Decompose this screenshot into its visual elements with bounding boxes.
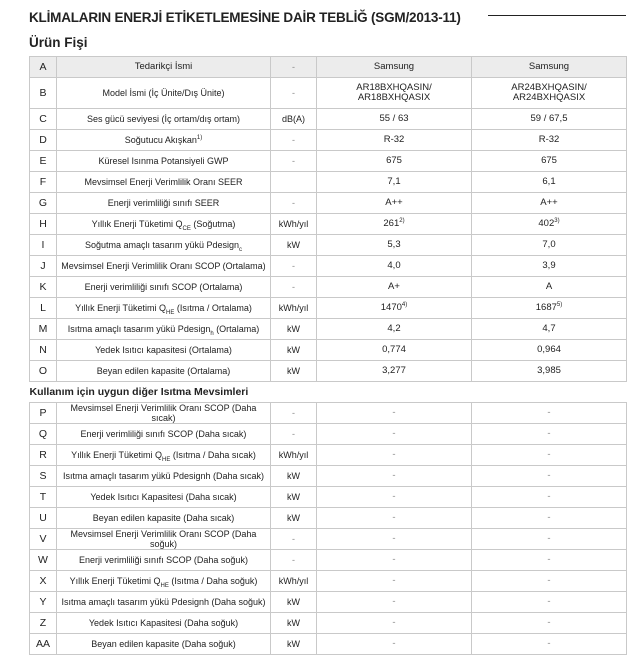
value-text: 55 / 63 <box>379 113 409 124</box>
value-text: - <box>547 449 551 460</box>
row-label-suffix: (Soğutma) <box>190 219 236 229</box>
row-unit: - <box>271 424 317 445</box>
value-text: 675 <box>541 155 557 166</box>
model-line-1: AR24BXHQASIN/ <box>511 82 587 93</box>
value-text: - <box>392 491 396 502</box>
row-label <box>57 403 271 424</box>
row-label-text: Soğutma amaçlı tasarım yükü Pdesign <box>84 240 240 250</box>
value-text: - <box>547 638 551 649</box>
footnote-marker: 2) <box>399 217 405 224</box>
footnote-marker: 1) <box>196 135 203 141</box>
row-unit: kW <box>271 340 317 361</box>
row-value-1 <box>317 613 472 634</box>
value-text: - <box>392 617 396 628</box>
row-label <box>57 613 271 634</box>
row-label-text: Enerji verimliliği sınıfı SCOP (Daha soğuk) <box>79 555 248 565</box>
row-label-text: Yıllık Enerji Tüketimi Q <box>75 303 166 313</box>
table-row <box>30 550 627 571</box>
row-value-2 <box>472 445 627 466</box>
row-letter: R <box>30 445 57 466</box>
row-value-1 <box>317 529 472 550</box>
row-value-1 <box>317 508 472 529</box>
footnote-marker: 5) <box>556 301 563 308</box>
value-text: 4,0 <box>387 260 401 271</box>
row-value-2 <box>472 277 627 298</box>
table-row <box>30 235 627 256</box>
row-unit: - <box>271 403 317 424</box>
row-label-text: Yıllık Enerji Tüketimi Q <box>91 219 183 229</box>
row-letter: A <box>30 57 57 78</box>
row-value-2 <box>472 172 627 193</box>
value-text: 3,985 <box>537 365 561 376</box>
row-label-text: Yedek Isıtıcı Kapasitesi (Daha soğuk) <box>88 618 239 628</box>
row-value-2 <box>472 634 627 655</box>
row-value-2 <box>472 403 627 424</box>
value-text: 3,9 <box>542 260 556 271</box>
row-letter: N <box>30 340 57 361</box>
row-value-1 <box>317 445 472 466</box>
row-letter: C <box>30 109 57 130</box>
row-unit <box>271 172 317 193</box>
row-unit: dB(A) <box>271 109 317 130</box>
row-unit: - <box>271 57 317 78</box>
value-text: 0,964 <box>537 344 561 355</box>
table-row <box>30 361 627 382</box>
value-text: - <box>392 533 396 544</box>
row-label <box>57 592 271 613</box>
row-unit: kW <box>271 466 317 487</box>
row-value-2 <box>472 487 627 508</box>
table-row <box>30 508 627 529</box>
row-label-text: Beyan edilen kapasite (Daha soğuk) <box>91 639 236 649</box>
row-unit: kW <box>271 592 317 613</box>
value-text: 7,1 <box>387 176 401 187</box>
row-label-text: Enerji verimliliği sınıfı SCOP (Daha sıcak) <box>80 429 247 439</box>
row-unit: kW <box>271 634 317 655</box>
row-value-1 <box>317 130 472 151</box>
table-row <box>30 277 627 298</box>
row-label <box>57 172 271 193</box>
row-unit: kW <box>271 613 317 634</box>
table-row <box>30 256 627 277</box>
table-row <box>30 193 627 214</box>
row-unit: - <box>271 256 317 277</box>
row-label-text: Isıtma amaçlı tasarım yükü Pdesignh (Daha soğuk) <box>61 597 266 607</box>
row-letter: H <box>30 214 57 235</box>
table-row <box>30 445 627 466</box>
row-value-1 <box>317 277 472 298</box>
row-letter: Z <box>30 613 57 634</box>
row-value-1: Samsung <box>317 57 472 78</box>
row-value-2 <box>472 214 627 235</box>
row-value-2 <box>472 298 627 319</box>
row-unit: - <box>271 130 317 151</box>
row-label-suffix: (Isıtma / Ortalama) <box>174 303 252 313</box>
value-text: 4,2 <box>387 323 401 334</box>
value-text: 1470 <box>380 302 402 313</box>
row-label-text: Yıllık Enerji Tüketimi Q <box>71 450 162 460</box>
value-text: 402 <box>538 218 555 229</box>
table-row <box>30 298 627 319</box>
row-label <box>57 550 271 571</box>
value-text: - <box>547 407 551 418</box>
row-letter: V <box>30 529 57 550</box>
row-letter: S <box>30 466 57 487</box>
row-value-1 <box>317 403 472 424</box>
row-value-1 <box>317 634 472 655</box>
row-label <box>57 487 271 508</box>
row-letter: Q <box>30 424 57 445</box>
table-row <box>30 109 627 130</box>
section-title: Kullanım için uygun diğer Isıtma Mevsimleri <box>30 382 627 403</box>
row-label-text: Enerji verimliliği sınıfı SCOP (Ortalama) <box>84 282 243 292</box>
row-letter: AA <box>30 634 57 655</box>
value-text: 675 <box>386 155 402 166</box>
row-value-2 <box>472 592 627 613</box>
value-text: - <box>547 470 551 481</box>
row-label <box>57 214 271 235</box>
row-label-text: Mevsimsel Enerji Verimlilik Oranı SEER <box>84 177 243 187</box>
value-text: - <box>392 470 396 481</box>
model-line-2: AR24BXHQASIX <box>512 92 586 103</box>
row-label-text: Mevsimsel Enerji Verimlilik Oranı SCOP (Daha soğuk) <box>70 529 257 549</box>
row-label-text: Yıllık Enerji Tüketimi Q <box>69 576 161 586</box>
row-letter: W <box>30 550 57 571</box>
row-value-1 <box>317 361 472 382</box>
table-row <box>30 634 627 655</box>
row-value-2 <box>472 613 627 634</box>
row-value-2 <box>472 256 627 277</box>
row-letter: M <box>30 319 57 340</box>
row-value-2 <box>472 571 627 592</box>
row-value-1 <box>317 340 472 361</box>
row-letter: T <box>30 487 57 508</box>
row-value-1 <box>317 193 472 214</box>
row-value-1 <box>317 298 472 319</box>
row-unit: - <box>271 277 317 298</box>
row-value-1 <box>317 592 472 613</box>
row-label-suffix: (Isıtma / Daha sıcak) <box>170 450 256 460</box>
row-label <box>57 298 271 319</box>
row-value-1 <box>317 172 472 193</box>
page-title: KLİMALARIN ENERJİ ETİKETLEMESİNE DAİR TEBLİĞ (SGM/2013-11) <box>29 10 461 25</box>
page-subtitle: Ürün Fişi <box>29 35 88 50</box>
value-text: 1687 <box>535 302 557 313</box>
table-row <box>30 613 627 634</box>
value-text: 3,277 <box>382 365 406 376</box>
value-text: - <box>547 554 551 565</box>
value-text: - <box>547 596 551 607</box>
value-text: - <box>392 512 396 523</box>
row-value-2 <box>472 508 627 529</box>
row-value-1 <box>317 78 472 109</box>
table-row <box>30 487 627 508</box>
row-value-2 <box>472 78 627 109</box>
row-unit: kWh/yıl <box>271 214 317 235</box>
row-letter: L <box>30 298 57 319</box>
subscript: HE <box>160 582 169 589</box>
row-label-suffix: (Ortalama) <box>213 324 260 334</box>
row-label <box>57 319 271 340</box>
row-value-1 <box>317 571 472 592</box>
row-value-1 <box>317 256 472 277</box>
value-text: - <box>392 428 396 439</box>
row-value-1 <box>317 424 472 445</box>
table-row-model <box>30 78 627 109</box>
row-unit: - <box>271 193 317 214</box>
row-value-2 <box>472 340 627 361</box>
row-value-2 <box>472 529 627 550</box>
row-label <box>57 193 271 214</box>
row-label <box>57 151 271 172</box>
row-unit: kWh/yıl <box>271 445 317 466</box>
table-row <box>30 340 627 361</box>
row-unit: kW <box>271 508 317 529</box>
value-text: - <box>547 428 551 439</box>
subscript: HE <box>166 309 175 316</box>
row-label <box>57 361 271 382</box>
row-label-text: Beyan edilen kapasite (Daha sıcak) <box>92 513 235 523</box>
row-value-2 <box>472 466 627 487</box>
value-text: A <box>545 281 553 292</box>
row-value-2 <box>472 361 627 382</box>
model-line-1: AR18BXHQASIN/ <box>356 82 432 93</box>
row-unit: kWh/yıl <box>271 571 317 592</box>
row-label-text: Ses gücü seviyesi (İç ortam/dış ortam) <box>86 114 241 124</box>
value-text: - <box>547 533 551 544</box>
row-letter: G <box>30 193 57 214</box>
row-value-2 <box>472 193 627 214</box>
table-row <box>30 151 627 172</box>
row-letter: P <box>30 403 57 424</box>
row-unit: - <box>271 78 317 109</box>
title-rule <box>488 15 626 16</box>
row-unit: - <box>271 151 317 172</box>
row-value-1 <box>317 319 472 340</box>
row-letter: I <box>30 235 57 256</box>
row-label <box>57 424 271 445</box>
row-label <box>57 466 271 487</box>
subscript: HE <box>161 456 171 463</box>
value-text: 6,1 <box>542 176 556 187</box>
row-label <box>57 130 271 151</box>
row-letter: Y <box>30 592 57 613</box>
row-value-2 <box>472 235 627 256</box>
table-row <box>30 571 627 592</box>
subscript: CE <box>182 225 191 232</box>
section-row <box>30 382 627 403</box>
row-letter: D <box>30 130 57 151</box>
subscript: h <box>210 330 214 337</box>
row-label-text: Isıtma amaçlı tasarım yükü Pdesignh (Daha sıcak) <box>62 471 265 481</box>
row-value-2 <box>472 109 627 130</box>
value-text: R-32 <box>383 134 405 145</box>
subscript: c <box>239 246 243 253</box>
row-value-2 <box>472 319 627 340</box>
row-label-text: Mevsimsel Enerji Verimlilik Oranı SCOP (Daha sıcak) <box>70 403 257 423</box>
row-label <box>57 529 271 550</box>
row-value-2: Samsung <box>472 57 627 78</box>
table-row <box>30 592 627 613</box>
row-label-text: Yedek Isıtıcı Kapasitesi (Daha sıcak) <box>90 492 237 502</box>
row-unit: kW <box>271 487 317 508</box>
row-label-text: Mevsimsel Enerji Verimlilik Oranı SCOP (Ortalama) <box>61 261 266 271</box>
row-value-1 <box>317 214 472 235</box>
value-text: 261 <box>383 218 400 229</box>
value-text: A++ <box>540 197 558 208</box>
row-label <box>57 571 271 592</box>
value-text: - <box>547 512 551 523</box>
value-text: 4,7 <box>542 323 556 334</box>
row-label <box>57 277 271 298</box>
value-text: - <box>392 407 396 418</box>
row-value-1 <box>317 550 472 571</box>
row-label-text: Enerji verimliliği sınıfı SEER <box>107 198 220 208</box>
model-line-2: AR18BXHQASIX <box>357 92 431 103</box>
row-unit: kW <box>271 235 317 256</box>
row-unit: kW <box>271 319 317 340</box>
row-letter: F <box>30 172 57 193</box>
row-label-text: Küresel Isınma Potansiyeli GWP <box>98 156 229 166</box>
footnote-marker: 3) <box>554 217 560 224</box>
row-label-text: Yedek Isıtıcı kapasitesi (Ortalama) <box>95 345 232 355</box>
row-label <box>57 634 271 655</box>
row-letter: E <box>30 151 57 172</box>
row-label <box>57 340 271 361</box>
table-row <box>30 466 627 487</box>
row-label <box>57 109 271 130</box>
table-row <box>30 319 627 340</box>
value-text: - <box>392 449 396 460</box>
value-text: - <box>547 491 551 502</box>
row-label-suffix: (Isıtma / Daha soğuk) <box>168 576 258 586</box>
row-unit: - <box>271 529 317 550</box>
product-fiche-table <box>29 56 627 655</box>
value-text: A++ <box>385 197 403 208</box>
value-text: 0,774 <box>382 344 406 355</box>
row-label-text: Soğutucu Akışkan <box>124 135 197 145</box>
row-label-text: Isıtma amaçlı tasarım yükü Pdesign <box>67 324 211 334</box>
table-row <box>30 214 627 235</box>
row-label <box>57 256 271 277</box>
value-text: - <box>547 617 551 628</box>
row-value-1 <box>317 466 472 487</box>
row-unit: kW <box>271 361 317 382</box>
value-text: - <box>392 554 396 565</box>
table-header-row <box>30 57 627 78</box>
row-value-2 <box>472 151 627 172</box>
row-label <box>57 445 271 466</box>
row-label <box>57 235 271 256</box>
row-value-1 <box>317 151 472 172</box>
row-label: Tedarikçi İsmi <box>57 57 271 78</box>
row-letter: K <box>30 277 57 298</box>
row-letter: J <box>30 256 57 277</box>
value-text: - <box>392 575 396 586</box>
row-letter: X <box>30 571 57 592</box>
row-letter: B <box>30 78 57 109</box>
row-letter: U <box>30 508 57 529</box>
row-value-2 <box>472 424 627 445</box>
value-text: 5,3 <box>387 239 401 250</box>
row-unit: kWh/yıl <box>271 298 317 319</box>
table-row <box>30 529 627 550</box>
value-text: 7,0 <box>542 239 556 250</box>
product-fiche-body <box>30 57 627 655</box>
row-label-text: Beyan edilen kapasite (Ortalama) <box>96 366 231 376</box>
row-label: Model İsmi (İç Ünite/Dış Ünite) <box>57 78 271 109</box>
footnote-marker: 4) <box>401 301 408 308</box>
row-value-2 <box>472 550 627 571</box>
row-value-1 <box>317 235 472 256</box>
value-text: R-32 <box>538 134 560 145</box>
value-text: - <box>392 638 396 649</box>
value-text: 59 / 67,5 <box>530 113 568 124</box>
value-text: - <box>547 575 551 586</box>
row-unit: - <box>271 550 317 571</box>
table-row <box>30 403 627 424</box>
row-letter: O <box>30 361 57 382</box>
row-label <box>57 508 271 529</box>
row-value-1 <box>317 109 472 130</box>
table-row <box>30 424 627 445</box>
table-row <box>30 130 627 151</box>
value-text: - <box>392 596 396 607</box>
row-value-1 <box>317 487 472 508</box>
row-value-2 <box>472 130 627 151</box>
table-row <box>30 172 627 193</box>
value-text: A+ <box>388 281 400 292</box>
